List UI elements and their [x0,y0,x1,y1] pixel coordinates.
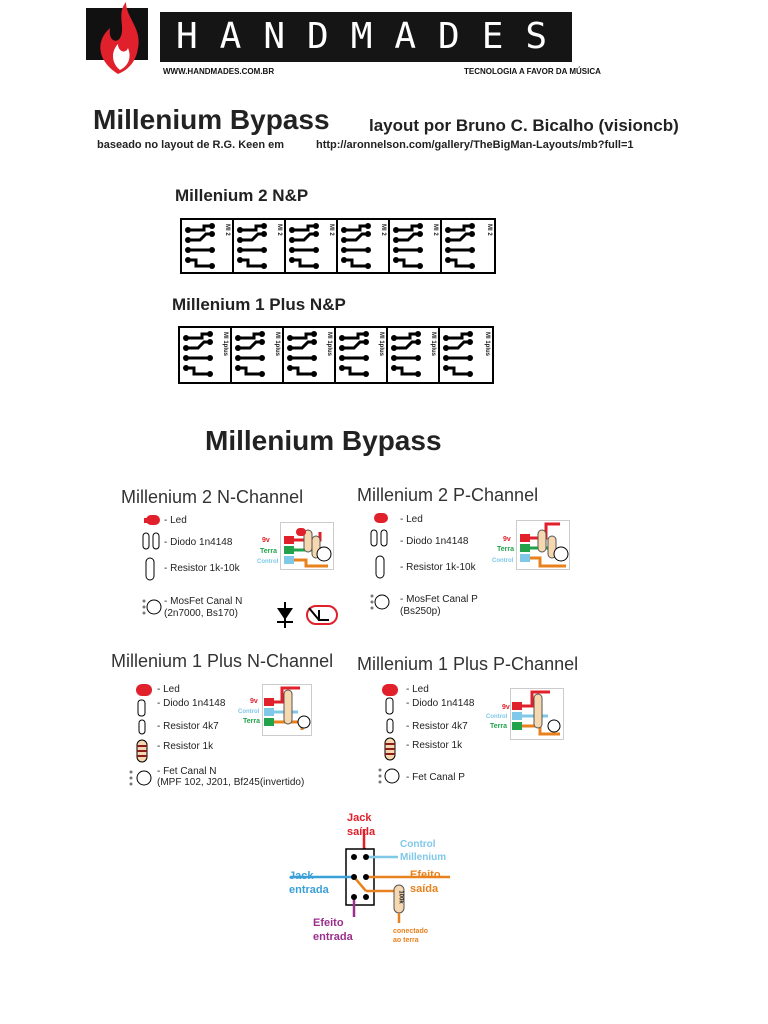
diode-icon [386,698,393,714]
brand-url: WWW.HANDMADES.COM.BR [163,67,275,76]
brand-banner: HANDMADES [160,12,572,62]
m1n-control-label: Control [238,709,260,715]
label-resistor-value: 100k [397,890,404,904]
m1p-component-icons [378,682,402,786]
led-diode-symbol-icon [275,600,345,630]
section-title: Millenium Bypass [205,425,442,456]
m1p-control-label: Control [486,714,508,720]
m2p-led-label: - Led [400,514,423,525]
m2n-title: Millenium 2 N-Channel [121,487,304,507]
pcb-cell [338,220,390,272]
m2p-mosfet-parts: (Bs250p) [400,606,441,617]
mosfet-icon [143,600,162,615]
label-ground-note: conectado ao terra [393,928,429,944]
fet-icon [379,769,400,784]
flame-logo-icon [86,0,150,76]
pcb-cell [182,220,234,272]
label-efeito-entrada: Efeito entrada [313,917,353,943]
author-credit: layout por Bruno C. Bicalho (visioncb) [369,116,679,135]
m1n-diodo-label: - Diodo 1n4148 [157,698,226,709]
m1p-diodo-label: - Diodo 1n4148 [406,698,475,709]
pcb-cell [440,328,492,382]
page-title: Millenium Bypass [93,104,330,135]
diode-icon [138,700,145,716]
m2n-terra-label: Terra [260,548,277,555]
m1p-terra-label: Terra [490,723,507,730]
m1p-fet-label: - Fet Canal P [406,772,465,783]
pcb-cell-tag: MI 1plus [484,332,490,357]
pcb-trace-icon [440,328,490,378]
m1p-title: Millenium 1 Plus P-Channel [357,654,579,674]
pcb-cell [232,328,284,382]
m1n-resistor2-label: - Resistor 1k [157,741,214,752]
m1n-board-diagram [262,684,312,736]
m1n-component-icons [128,682,154,792]
label-jack-entrada: Jack entrada [289,870,329,896]
m2p-component-icons [370,510,392,614]
m1p-resistor1-label: - Resistor 4k7 [406,721,468,732]
pcb-cell [234,220,286,272]
led-icon [382,684,398,696]
m2n-control-label: Control [257,559,279,565]
m1p-led-label: - Led [406,684,429,695]
m1p-resistor2-label: - Resistor 1k [406,740,463,751]
source-link[interactable]: http://aronnelson.com/gallery/TheBigMan-Layouts/mb?full=1 [316,139,634,151]
pcb-cell-tag: MI 2 [380,224,386,236]
m2n-9v-label: 9v [262,537,270,544]
resistor-icon [146,558,154,580]
label-control-millenium: Control Millenium [400,839,447,863]
pcb-cell-tag: MI 1plus [274,332,280,357]
label-efeito-saida: Efeito saída [410,869,441,895]
brand-slogan: TECNOLOGIA A FAVOR DA MÚSICA [464,67,601,76]
pcb-cell [388,328,440,382]
m2n-mosfet-label: - MosFet Canal N [164,596,243,607]
pcb2-title: Millenium 1 Plus N&P [172,295,346,314]
m2p-9v-label: 9v [503,536,511,543]
m2n-diodo-label: - Diodo 1n4148 [164,537,233,548]
m2p-title: Millenium 2 P-Channel [357,485,539,505]
m1n-title: Millenium 1 Plus N-Channel [111,651,334,671]
m2p-control-label: Control [492,558,514,564]
resistor-icon [385,738,395,760]
pcb-cell-tag: MI 1plus [430,332,436,357]
pcb-cell-tag: MI 2 [276,224,282,236]
m2n-board-diagram [280,522,334,570]
label-jack-saida: Jack saída [347,812,376,838]
pcb-cell [286,220,338,272]
resistor-icon [387,719,393,733]
fet-icon [130,771,152,786]
pcb-cell [180,328,232,382]
diode-icon [371,530,387,546]
pcb-cell-tag: MI 2 [328,224,334,236]
pcb2-strip [178,326,494,384]
m2n-led-label: - Led [164,515,187,526]
m1p-board-diagram [510,688,564,740]
led-icon [136,684,152,696]
m1n-terra-label: Terra [243,718,260,725]
pcb1-strip [180,218,496,274]
m2n-mosfet-parts: (2n7000, Bs170) [164,608,238,619]
pcb-cell-tag: MI 2 [486,224,492,236]
led-icon [374,513,388,523]
pcb-cell [442,220,494,272]
m1n-fet-label: - Fet Canal N [157,766,217,777]
led-icon [144,515,160,525]
m2p-resistor-label: - Resistor 1k-10k [400,562,476,573]
m2p-board-diagram [516,520,570,570]
m2p-mosfet-label: - MosFet Canal P [400,594,478,605]
mosfet-icon [371,595,390,610]
pcb-cell-tag: MI 1plus [326,332,332,357]
pcb-trace-icon [442,220,492,270]
based-on-text: baseado no layout de R.G. Keen em [97,139,285,151]
resistor-icon [376,556,384,578]
pcb-cell [336,328,388,382]
m2p-diodo-label: - Diodo 1n4148 [400,536,469,547]
pcb-cell-tag: MI 2 [432,224,438,236]
m1p-9v-label: 9v [502,704,510,711]
pcb1-title: Millenium 2 N&P [175,186,309,205]
m2n-resistor-label: - Resistor 1k-10k [164,563,240,574]
m1n-fet-parts: (MPF 102, J201, Bf245(invertido) [157,777,305,788]
resistor-icon [139,720,145,734]
pcb-cell-tag: MI 1plus [222,332,228,357]
m2p-terra-label: Terra [497,546,514,553]
pcb-cell-tag: MI 1plus [378,332,384,357]
m2n-component-icons [142,512,164,624]
m1n-resistor1-label: - Resistor 4k7 [157,721,219,732]
m1n-led-label: - Led [157,684,180,695]
pcb-cell-tag: MI 2 [224,224,230,236]
diode-icon [143,533,159,549]
m1n-9v-label: 9v [250,698,258,705]
pcb-cell [284,328,336,382]
pcb-cell [390,220,442,272]
resistor-icon [137,740,147,762]
